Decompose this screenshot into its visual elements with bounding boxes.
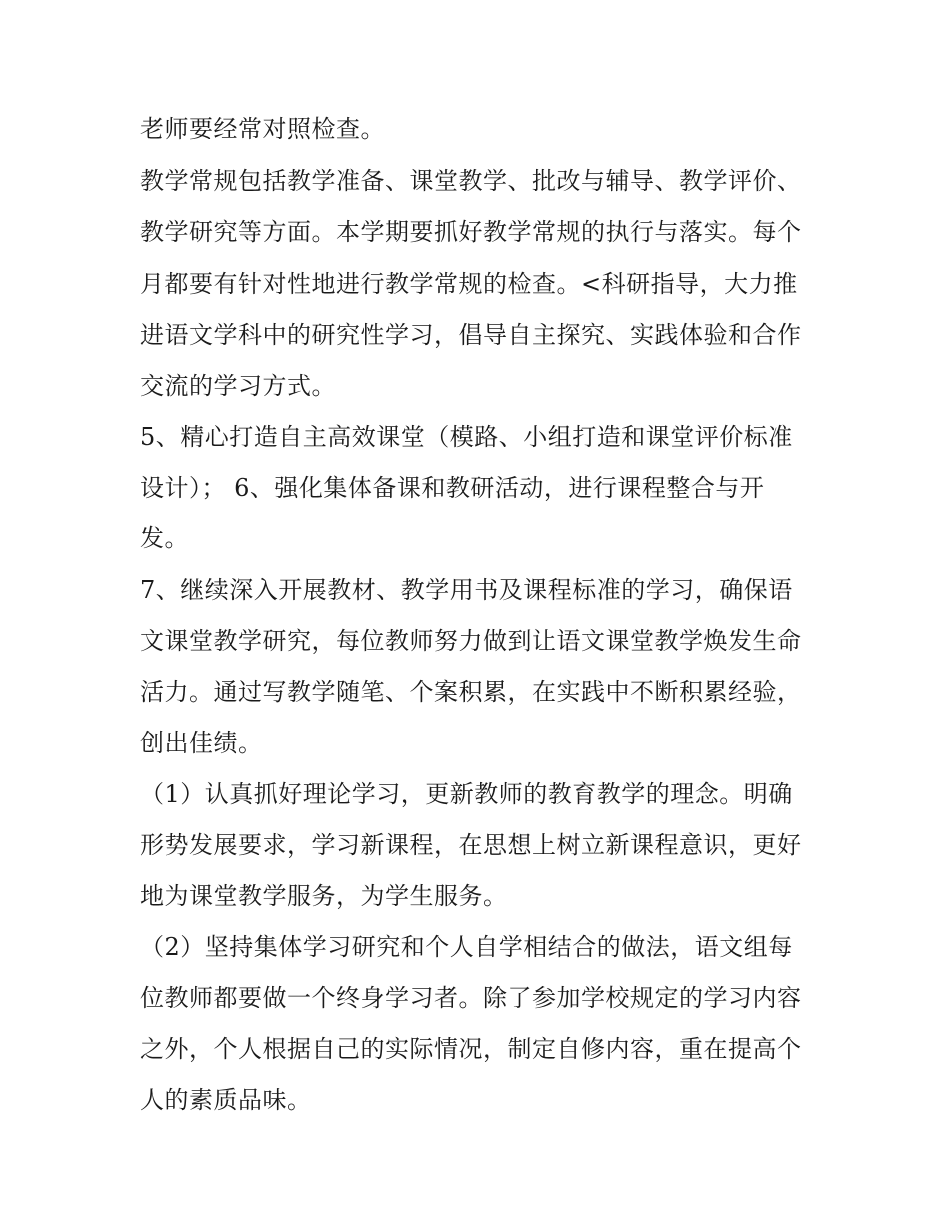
paragraph-2-line-3: 月都要有针对性地进行教学常规的检查。<科研指导，大力推 bbox=[140, 270, 798, 298]
paragraph-6-line-1: （2）坚持集体学习研究和个人自学相结合的做法，语文组每 bbox=[140, 933, 793, 961]
paragraph-4-line-3: 活力。通过写教学随笔、个案积累，在实践中不断积累经验， bbox=[140, 678, 802, 706]
paragraph-3-line-2: 设计）； 6、强化集体备课和教研活动，进行课程整合与开 bbox=[140, 474, 765, 502]
paragraph-2-line-1: 教学常规包括教学准备、课堂教学、批改与辅导、教学评价、 bbox=[140, 167, 802, 195]
paragraph-4-line-4: 创出佳绩。 bbox=[140, 729, 263, 757]
paragraph-5-line-3: 地为课堂教学服务，为学生服务。 bbox=[140, 882, 508, 910]
paragraph-4-line-1: 7、继续深入开展教材、教学用书及课程标准的学习，确保语 bbox=[140, 576, 793, 604]
paragraph-2-line-4: 进语文学科中的研究性学习，倡导自主探究、实践体验和合作 bbox=[140, 321, 802, 349]
paragraph-6-line-4: 人的素质品味。 bbox=[140, 1086, 312, 1114]
paragraph-3-line-3: 发。 bbox=[140, 524, 189, 552]
paragraph-2-line-5: 交流的学习方式。 bbox=[140, 372, 336, 400]
paragraph-6-line-3: 之外，个人根据自己的实际情况，制定自修内容，重在提高个 bbox=[140, 1035, 802, 1063]
paragraph-5-line-2: 形势发展要求，学习新课程，在思想上树立新课程意识，更好 bbox=[140, 831, 802, 859]
paragraph-2-line-2: 教学研究等方面。本学期要抓好教学常规的执行与落实。每个 bbox=[140, 218, 802, 246]
paragraph-3-line-1: 5、精心打造自主高效课堂（模路、小组打造和课堂评价标准 bbox=[140, 423, 793, 451]
paragraph-4-line-2: 文课堂教学研究，每位教师努力做到让语文课堂教学焕发生命 bbox=[140, 627, 802, 655]
paragraph-6-line-2: 位教师都要做一个终身学习者。除了参加学校规定的学习内容 bbox=[140, 984, 802, 1012]
paragraph-1-line-1: 老师要经常对照检查。 bbox=[140, 115, 385, 143]
paragraph-5-line-1: （1）认真抓好理论学习，更新教师的教育教学的理念。明确 bbox=[140, 780, 793, 808]
